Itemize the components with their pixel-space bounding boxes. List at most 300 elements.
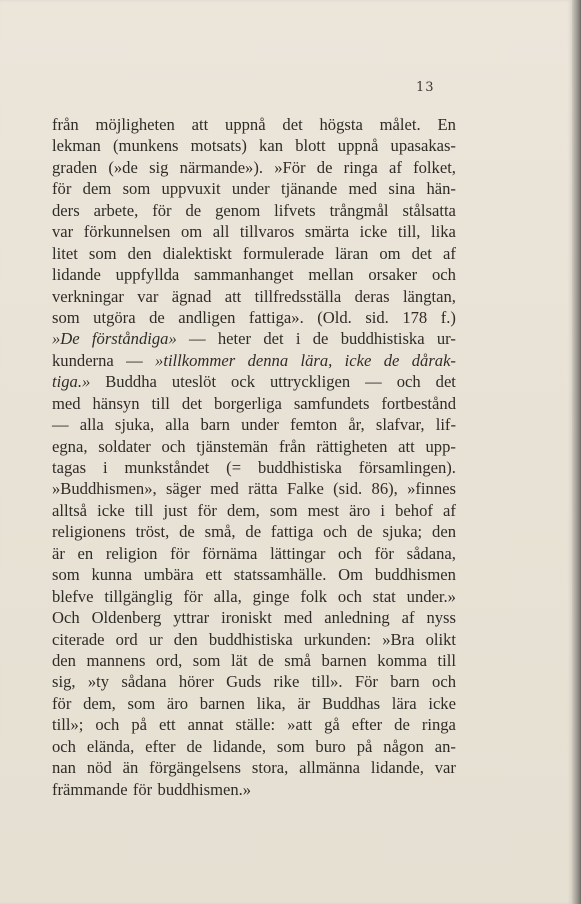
word: (Old. — [317, 307, 352, 327]
word: »att — [287, 715, 313, 735]
word: lika, — [256, 693, 286, 713]
word: buddhismen — [374, 565, 456, 585]
word: och — [52, 736, 76, 756]
word: »tillkommer — [155, 350, 236, 370]
word: stat — [372, 586, 396, 606]
word: församlingen). — [358, 458, 456, 477]
word: En — [437, 115, 456, 134]
text-line — [52, 178, 456, 199]
word: sina — [388, 179, 416, 199]
word: förgängelsens — [149, 758, 242, 778]
text-line — [52, 564, 456, 585]
word: blott — [295, 136, 326, 156]
word: för — [152, 200, 172, 220]
word: till, — [397, 222, 421, 242]
word: är — [297, 693, 311, 713]
word: för — [52, 179, 72, 199]
word: upp- — [425, 436, 456, 456]
word: kunna — [91, 565, 133, 585]
word: (sid. — [333, 479, 363, 499]
word: ett — [159, 715, 176, 735]
word: en — [77, 543, 94, 563]
word: till». — [311, 672, 343, 692]
text-line — [52, 371, 456, 392]
word: arbete, — [93, 200, 139, 220]
word: af — [401, 608, 415, 628]
word: ders — [52, 200, 80, 220]
word: till»; — [52, 715, 84, 735]
word: sammanhanget — [194, 265, 294, 285]
word: till — [437, 650, 456, 670]
word: rätta — [248, 479, 278, 499]
word: ett — [205, 565, 222, 585]
text-line — [52, 114, 456, 135]
word: dem, — [83, 693, 116, 713]
word: lidande, — [213, 736, 266, 756]
word: kan — [259, 136, 284, 156]
word: från — [278, 436, 306, 456]
text-line — [52, 328, 456, 349]
word: ginge — [252, 586, 290, 606]
word: Falke — [286, 479, 324, 499]
word: med — [210, 479, 239, 499]
word: med — [348, 179, 378, 199]
word: »De — [52, 329, 80, 349]
text-line — [52, 757, 456, 778]
word: som — [269, 500, 298, 520]
word: hörer — [178, 672, 214, 692]
word: som — [52, 565, 80, 585]
word: uppvuxit — [161, 179, 221, 199]
word: lifvets — [274, 200, 316, 220]
word: ringa — [343, 157, 378, 177]
word: formulerade — [242, 243, 324, 263]
word: som — [88, 243, 117, 263]
word: — — [365, 372, 382, 392]
word: för — [183, 586, 203, 606]
word: de — [149, 307, 165, 327]
word: det — [181, 393, 203, 413]
word: att — [191, 115, 209, 134]
text-line — [52, 307, 456, 328]
word: sig — [149, 157, 169, 177]
word: som — [127, 693, 156, 713]
word: af — [442, 243, 456, 263]
word: de — [394, 715, 410, 735]
word: barnen — [321, 650, 367, 670]
text-line — [52, 629, 456, 650]
word: icke — [344, 350, 372, 370]
word: nöd — [86, 758, 112, 778]
word: lekman — [52, 136, 101, 156]
word: smärta — [304, 222, 350, 242]
word: rike — [273, 672, 300, 692]
page-edge — [572, 0, 581, 904]
word: och — [337, 586, 362, 606]
word: tjänande — [280, 179, 338, 199]
word: till — [151, 393, 170, 413]
word: deras — [354, 286, 390, 306]
word: högsta — [319, 115, 363, 134]
word: nyss — [426, 608, 456, 628]
word: olikt — [425, 629, 456, 649]
text-line — [52, 543, 456, 564]
word: små — [284, 650, 312, 670]
word: gå — [324, 715, 340, 735]
word: dem — [82, 179, 112, 199]
word: af — [388, 157, 402, 177]
word: det — [435, 372, 456, 392]
word: och — [323, 522, 348, 542]
word: de — [312, 329, 329, 349]
word: lika — [431, 222, 456, 242]
text-line — [52, 714, 456, 735]
word: annat — [187, 715, 224, 735]
word: år, — [348, 415, 365, 435]
word: små, — [204, 522, 236, 542]
word: alla — [165, 415, 190, 435]
word: stålsatta — [402, 200, 456, 220]
word: behof — [395, 500, 433, 520]
text-line — [52, 779, 456, 800]
word: uttryckligen — [269, 372, 351, 392]
word: det — [282, 115, 303, 134]
word: nan — [52, 758, 76, 778]
word: om — [180, 222, 203, 242]
word: om — [379, 243, 401, 263]
word: och — [432, 672, 456, 692]
word: egna, — [52, 436, 88, 456]
word: förkunnelsen — [83, 222, 171, 242]
word: Oldenberg — [91, 608, 162, 628]
text-line — [52, 457, 456, 478]
word: för — [132, 779, 153, 799]
word: i — [380, 500, 386, 520]
word: den — [432, 522, 456, 542]
word: elända, — [86, 736, 135, 756]
word: de — [179, 522, 195, 542]
word: lidande — [52, 265, 101, 285]
word: kunderna — [52, 350, 114, 370]
word: barn — [200, 415, 230, 435]
word: munkståndet — [124, 458, 210, 477]
word: lidande, — [370, 758, 424, 778]
word: ställe: — [235, 715, 276, 735]
word: de — [185, 200, 202, 220]
word: lif- — [435, 415, 456, 435]
word: fattiga — [270, 522, 314, 542]
word: ord — [115, 629, 138, 649]
text-line — [52, 414, 456, 435]
word: alla — [79, 415, 104, 435]
word: slafvar, — [375, 415, 425, 435]
word: trångmål — [329, 200, 389, 220]
word: i — [295, 329, 301, 349]
word: var — [137, 286, 159, 306]
word: litet — [52, 243, 78, 263]
word: under — [241, 415, 279, 435]
word: tröst, — [135, 522, 170, 542]
word: utgöra — [93, 307, 136, 327]
word: att — [224, 286, 242, 306]
word: lära, — [300, 350, 333, 370]
word: Om — [338, 565, 364, 585]
word: »För — [274, 157, 306, 177]
word: ringa — [421, 715, 456, 735]
word: fortbestånd — [381, 393, 456, 413]
word: för — [374, 543, 394, 563]
word: all — [212, 222, 230, 242]
word: ock — [231, 372, 256, 392]
word: mellan — [308, 265, 354, 285]
word: som — [122, 179, 151, 199]
word: är — [52, 543, 65, 563]
word: allmänna — [299, 758, 360, 778]
word: för — [52, 693, 72, 713]
word: sådana, — [406, 543, 456, 563]
word: alla, — [213, 586, 242, 606]
word: alltså — [52, 500, 88, 520]
word: äro — [349, 500, 371, 520]
word: ur- — [436, 329, 456, 349]
word: urkunden: — [303, 629, 372, 649]
text-line — [52, 671, 456, 692]
word: religion — [105, 543, 158, 563]
text-line — [52, 350, 456, 371]
word: de — [383, 350, 400, 370]
word: mannens — [86, 650, 146, 670]
word: icke — [428, 693, 456, 713]
word: till — [134, 500, 154, 520]
word: (= — [226, 458, 242, 477]
word: — — [52, 415, 69, 435]
word: tagas — [52, 458, 87, 477]
word: och — [431, 265, 456, 285]
text-line — [52, 693, 456, 714]
word: buddhistiska — [340, 329, 425, 349]
word: ord, — [156, 650, 183, 670]
word: som — [52, 307, 80, 327]
text-line — [52, 221, 456, 242]
text-line — [52, 243, 456, 264]
word: andligen — [178, 307, 236, 327]
word: dårak- — [411, 350, 456, 370]
word: de — [357, 522, 373, 542]
word: på — [131, 715, 147, 735]
word: ägnad — [171, 286, 212, 306]
word: sig, — [52, 672, 76, 692]
word: det — [411, 243, 432, 263]
word: »finnes — [407, 479, 456, 499]
word: »ty — [87, 672, 110, 692]
word: lättingar — [270, 543, 326, 563]
word: icke — [359, 222, 388, 242]
word: och — [161, 436, 186, 456]
word: och — [396, 372, 421, 392]
word: af — [443, 500, 456, 520]
body-text — [52, 114, 456, 800]
word: för — [170, 543, 190, 563]
text-line — [52, 521, 456, 542]
word: som — [192, 650, 221, 670]
word: förståndiga» — [91, 329, 177, 349]
text-line — [52, 736, 456, 757]
word: yttrar — [173, 608, 210, 628]
word: — — [126, 350, 143, 370]
word: Buddhas — [321, 693, 381, 713]
word: graden — [52, 157, 98, 177]
word: sjuka; — [382, 522, 423, 542]
word: under — [231, 179, 270, 199]
word: ironiskt — [221, 608, 272, 628]
text-line — [52, 200, 456, 221]
word: heter — [217, 329, 252, 349]
word: statssamhälle. — [233, 565, 327, 585]
word: religionens — [52, 522, 126, 542]
word: sid. — [365, 307, 389, 327]
word: samfundets — [293, 393, 370, 413]
word: genom — [215, 200, 261, 220]
text-line — [52, 436, 456, 457]
text-line — [52, 286, 456, 307]
word: buro — [315, 736, 346, 756]
word: att — [398, 436, 415, 456]
word: än — [122, 758, 139, 778]
text-line — [52, 586, 456, 607]
word: uppfyllda — [115, 265, 180, 285]
word: sådana — [121, 672, 167, 692]
word: dialektiskt — [162, 243, 232, 263]
word: verkningar — [52, 286, 124, 306]
word: dem, — [227, 500, 260, 520]
word: femton — [290, 415, 338, 435]
word: ur — [148, 629, 163, 649]
word: målet. — [379, 115, 421, 134]
word: de — [316, 157, 333, 177]
word: läran — [335, 243, 369, 263]
word: umbära — [143, 565, 194, 585]
word: från — [52, 115, 79, 134]
text-line — [52, 607, 456, 628]
word: uteslöt — [171, 372, 217, 392]
text-line — [52, 135, 456, 156]
word: tillfredsställa — [254, 286, 342, 306]
word: (munkens — [113, 136, 179, 156]
word: denna — [247, 350, 289, 370]
word: i — [102, 458, 108, 477]
word: mest — [307, 500, 339, 520]
word: buddhistiska — [208, 629, 293, 649]
word: orsaker — [368, 265, 418, 285]
word: lära — [391, 693, 417, 713]
word: barn — [390, 672, 420, 692]
word: på — [356, 736, 373, 756]
word: anledning — [324, 608, 390, 628]
word: stora, — [251, 758, 289, 778]
word: och — [95, 715, 120, 735]
word: buddhistiska — [257, 458, 342, 477]
word: tillvaros — [239, 222, 295, 242]
word: borgerliga — [214, 393, 282, 413]
word: 86), — [371, 479, 398, 499]
word: främmande — [52, 779, 128, 799]
word: blefve — [52, 586, 94, 606]
word: var — [52, 222, 74, 242]
word: uppnå — [225, 115, 266, 134]
word: (»de — [108, 157, 138, 177]
word: längtan, — [402, 286, 456, 306]
word: buddhismen.» — [157, 779, 252, 799]
word: lät — [230, 650, 248, 670]
word: Och — [52, 608, 80, 628]
word: »Bra — [382, 629, 415, 649]
word: Buddha — [105, 372, 157, 392]
word: an- — [434, 736, 456, 756]
word: citerade — [52, 629, 105, 649]
word: för — [197, 500, 217, 520]
word: 178 — [402, 307, 428, 327]
word: de — [245, 522, 262, 542]
word: under.» — [406, 586, 456, 606]
word: den — [127, 243, 152, 263]
word: tillgänglig — [104, 586, 173, 606]
word: »Buddhismen», — [52, 479, 157, 499]
word: folket, — [413, 157, 456, 177]
word: någon — [383, 736, 424, 756]
word: förnäma — [202, 543, 258, 563]
word: fattiga». — [248, 307, 304, 327]
word: de — [258, 650, 274, 670]
word: motsats) — [190, 136, 247, 156]
word: med — [283, 608, 313, 628]
word: Guds — [226, 672, 262, 692]
word: var — [434, 758, 456, 778]
word: just — [163, 500, 188, 520]
word: tjänstemän — [196, 436, 269, 456]
word: äro — [166, 693, 189, 713]
word: och — [338, 543, 362, 563]
word: hänsyn — [92, 393, 140, 413]
word: efter — [145, 736, 176, 756]
word: den — [173, 629, 198, 649]
text-line — [52, 264, 456, 285]
word: tiga.» — [52, 372, 91, 392]
word: den — [52, 650, 76, 670]
word: säger — [165, 479, 201, 499]
word: upasakas- — [390, 136, 456, 156]
word: rättigheten — [316, 436, 388, 456]
word: soldater — [98, 436, 151, 456]
word: icke — [97, 500, 125, 520]
text-line — [52, 650, 456, 671]
word: — — [189, 329, 206, 349]
word: närmande»). — [179, 157, 264, 177]
word: efter — [351, 715, 383, 735]
word: sjuka, — [114, 415, 155, 435]
word: hän- — [426, 179, 456, 199]
word: med — [52, 393, 81, 413]
word: möjligheten — [95, 115, 175, 134]
word: folk — [300, 586, 328, 606]
text-line — [52, 478, 456, 499]
word: det — [263, 329, 284, 349]
word: komma — [377, 650, 427, 670]
word: de — [186, 736, 203, 756]
text-line — [52, 393, 456, 414]
page-number: 13 — [416, 80, 435, 95]
word: uppnå — [337, 136, 379, 156]
word: barnen — [199, 693, 245, 713]
